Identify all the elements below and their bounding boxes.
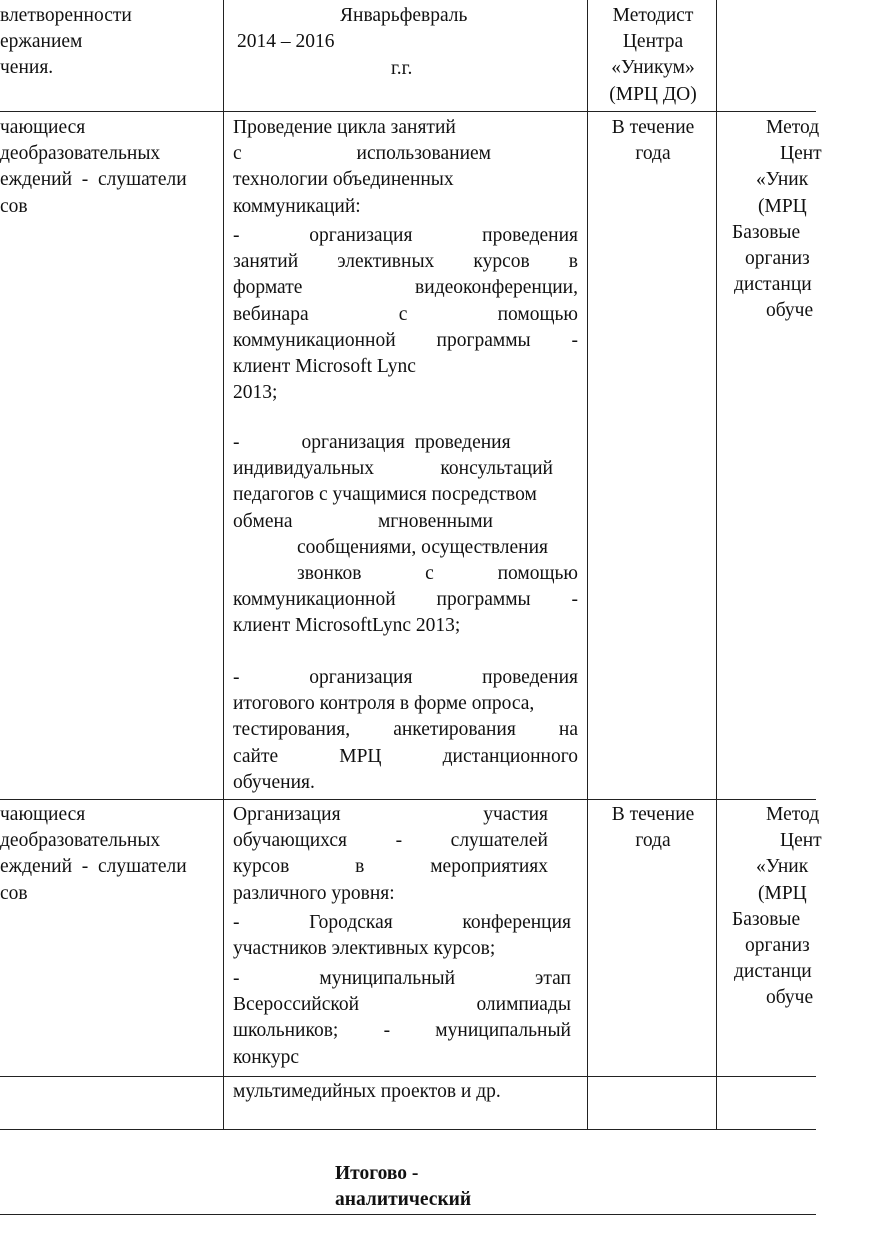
word: мгновенными — [377, 510, 493, 532]
cell-text-line — [233, 275, 578, 301]
word: - — [233, 968, 240, 989]
row2-col2-item3 — [233, 665, 578, 796]
cell-text-line: В течение — [611, 117, 695, 138]
row1-col2-date-line3: г.г. — [391, 58, 413, 79]
cell-text-line — [233, 966, 571, 992]
word: - — [571, 329, 578, 351]
cell-text-line: (МРЦ — [758, 195, 807, 217]
cell-text-line: (МРЦ — [758, 882, 807, 904]
cell-text-line: коммуникаций: — [233, 195, 361, 217]
cell-text-line: сов — [0, 882, 28, 904]
cell-text-line: технологии объединенных — [233, 169, 454, 191]
cell-text-line: деобразовательных — [0, 830, 161, 852]
cell-text-line — [233, 456, 553, 482]
cell-text-line — [233, 744, 578, 770]
cell-text-line: ержанием — [0, 31, 83, 53]
cell-text-line: Метод — [766, 804, 820, 825]
cell-text-line: Проведение цикла занятий — [233, 117, 456, 138]
cell-text-line: 2013; — [233, 382, 278, 404]
cell-text-line: Центра — [622, 31, 684, 53]
cell-text-line: дистанци — [734, 274, 812, 296]
word: программы — [436, 329, 531, 351]
cell-text-line: итогового контроля в форме опроса, — [233, 693, 535, 715]
word: сайте — [233, 745, 279, 767]
word: курсов — [473, 251, 530, 273]
word: звонков — [297, 563, 362, 585]
word: олимпиады — [476, 994, 571, 1016]
word: консультаций — [440, 458, 553, 480]
section-heading-line2: аналитический — [335, 1189, 472, 1210]
word: коммуникационной — [233, 329, 396, 351]
cell-text-line: педагогов с учащимися посредством — [233, 484, 537, 506]
cell-text-line — [233, 141, 491, 167]
word: - — [233, 432, 240, 453]
cell-text-line: чающиеся — [0, 804, 86, 825]
cell-text-line: организ — [745, 248, 810, 270]
cell-text-line: обучения. — [233, 771, 315, 793]
cell-text-line: различного уровня: — [233, 882, 395, 904]
word: элективных — [337, 251, 435, 273]
word: - — [233, 667, 240, 688]
row2-col2-intro — [233, 115, 491, 220]
row2-col3-cell — [589, 115, 717, 167]
cell-text-line — [233, 802, 548, 828]
word: анкетирования — [393, 719, 516, 741]
cell-text-line — [233, 992, 571, 1018]
word: проведения — [482, 667, 578, 688]
cell-text-line — [233, 587, 578, 613]
cell-text-line: влетворенности — [0, 5, 132, 26]
row4-col2-cell: мультимедийных проектов и др. — [233, 1081, 501, 1102]
word: формате — [233, 277, 303, 299]
cell-text-line: еждений - слушатели — [0, 856, 187, 878]
word: МРЦ — [339, 745, 382, 767]
word: Организация — [233, 804, 341, 825]
cell-text-line: В течение — [611, 804, 695, 825]
cell-text-line: «Уник — [756, 856, 809, 878]
word: программы — [436, 589, 531, 611]
word: этап — [535, 968, 571, 989]
row2-col2-item2 — [233, 430, 578, 640]
word: проведения — [414, 432, 511, 453]
word: использованием — [356, 143, 491, 165]
table-border-row2-bottom — [0, 799, 816, 800]
table-border-col1-col2 — [223, 0, 224, 1130]
cell-text-line: «Уник — [756, 169, 809, 191]
word: муниципальный — [435, 1020, 571, 1042]
cell-text-line: клиент Microsoft Lync — [233, 356, 416, 378]
word: Городская — [309, 912, 393, 933]
cell-text-line — [233, 302, 578, 328]
cell-text-line: «Уникум» — [611, 57, 695, 79]
cell-text-line — [233, 561, 578, 587]
cell-text-line: Цент — [780, 830, 822, 852]
cell-text-line: чающиеся — [0, 117, 86, 138]
table-border-row3-bottom — [0, 1076, 816, 1077]
word: помощью — [497, 303, 578, 325]
row1-col2-date-line2: 2014 – 2016 — [237, 31, 335, 52]
word: организация — [309, 667, 413, 688]
word: дистанционного — [442, 745, 578, 767]
cell-text-line — [233, 249, 578, 275]
cell-text-line — [233, 828, 548, 854]
word: - — [233, 225, 240, 246]
cell-text-line: участников элективных курсов; — [233, 938, 496, 960]
row2-col2-item1 — [233, 223, 578, 406]
word: - — [571, 589, 578, 611]
word: обмена — [233, 510, 293, 532]
word: видеоконференции, — [415, 277, 578, 299]
cell-text-line: сов — [0, 195, 28, 217]
cell-text-line — [233, 328, 578, 354]
cell-text-line: года — [635, 143, 671, 165]
word: - — [383, 1020, 391, 1042]
cell-text-line — [233, 1018, 571, 1044]
word: - — [233, 912, 240, 933]
cell-text-line: обуче — [766, 987, 814, 1009]
footer-rule — [0, 1214, 816, 1215]
cell-text-line — [233, 430, 578, 456]
cell-text-line — [233, 717, 578, 743]
row2-col1-cell — [0, 115, 187, 220]
word: школьников; — [233, 1020, 339, 1042]
word: вебинара — [233, 303, 309, 325]
word: организация — [309, 225, 413, 246]
word: обучающихся — [233, 830, 347, 852]
table-border-row1-bottom — [0, 111, 816, 112]
word: на — [558, 719, 578, 741]
row3-col2-item1 — [233, 910, 571, 962]
word: с — [233, 143, 242, 165]
cell-text-line: Базовые — [732, 908, 801, 930]
cell-text-line: обуче — [766, 300, 814, 322]
cell-text-line: Цент — [780, 143, 822, 165]
word: конференция — [462, 912, 571, 933]
word: муниципальный — [319, 968, 456, 989]
word: с — [398, 303, 408, 325]
word: мероприятиях — [430, 856, 548, 878]
table-border-bottom — [0, 1129, 816, 1130]
word: коммуникационной — [233, 589, 396, 611]
word: в — [568, 251, 578, 273]
word: с — [425, 563, 434, 585]
cell-text-line: года — [635, 830, 671, 852]
cell-text-line: Метод — [766, 117, 820, 138]
word: занятий — [233, 251, 299, 273]
cell-text-line — [233, 854, 548, 880]
section-heading-line1: Итогово - — [335, 1163, 419, 1184]
cell-text-line: еждений - слушатели — [0, 169, 187, 191]
row3-col2-intro — [233, 802, 548, 907]
cell-text-line — [233, 665, 578, 691]
row3-col1-cell — [0, 802, 187, 907]
word: в — [355, 856, 365, 878]
cell-text-line: чения. — [0, 57, 54, 79]
cell-text-line — [233, 910, 571, 936]
word: индивидуальных — [233, 458, 375, 480]
cell-text-line — [233, 223, 578, 249]
row1-col2-date-line1: Январьфевраль — [340, 5, 468, 26]
word: сообщениями, осуществления — [297, 536, 549, 558]
cell-text-line: (МРЦ ДО) — [609, 83, 697, 105]
cell-text-line: клиент MicrosoftLync 2013; — [233, 615, 461, 637]
cell-text-line: деобразовательных — [0, 143, 161, 165]
table-border-col2-col3 — [587, 0, 588, 1130]
cell-text-line: организ — [745, 935, 810, 957]
cell-text-line: дистанци — [734, 961, 812, 983]
word: помощью — [497, 563, 578, 585]
row1-col1-cell — [0, 3, 132, 82]
cell-text-line: Базовые — [732, 221, 801, 243]
word: проведения — [482, 225, 578, 246]
word: тестирования, — [233, 719, 351, 741]
cell-text-line — [233, 535, 578, 561]
word: участия — [483, 804, 548, 825]
row2-col4-cell — [718, 115, 878, 325]
row1-col3-cell — [589, 3, 717, 108]
cell-text-line: Методист — [612, 5, 694, 26]
word: организация — [301, 432, 405, 453]
word: курсов — [233, 856, 290, 878]
word: слушателей — [450, 830, 548, 852]
row3-col2-item2 — [233, 966, 571, 1071]
cell-text-line: конкурс — [233, 1046, 300, 1068]
row3-col3-cell — [589, 802, 717, 854]
cell-text-line — [233, 509, 493, 535]
row3-col4-cell — [718, 802, 878, 1012]
word: Всероссийской — [233, 994, 360, 1016]
word: - — [395, 830, 403, 852]
